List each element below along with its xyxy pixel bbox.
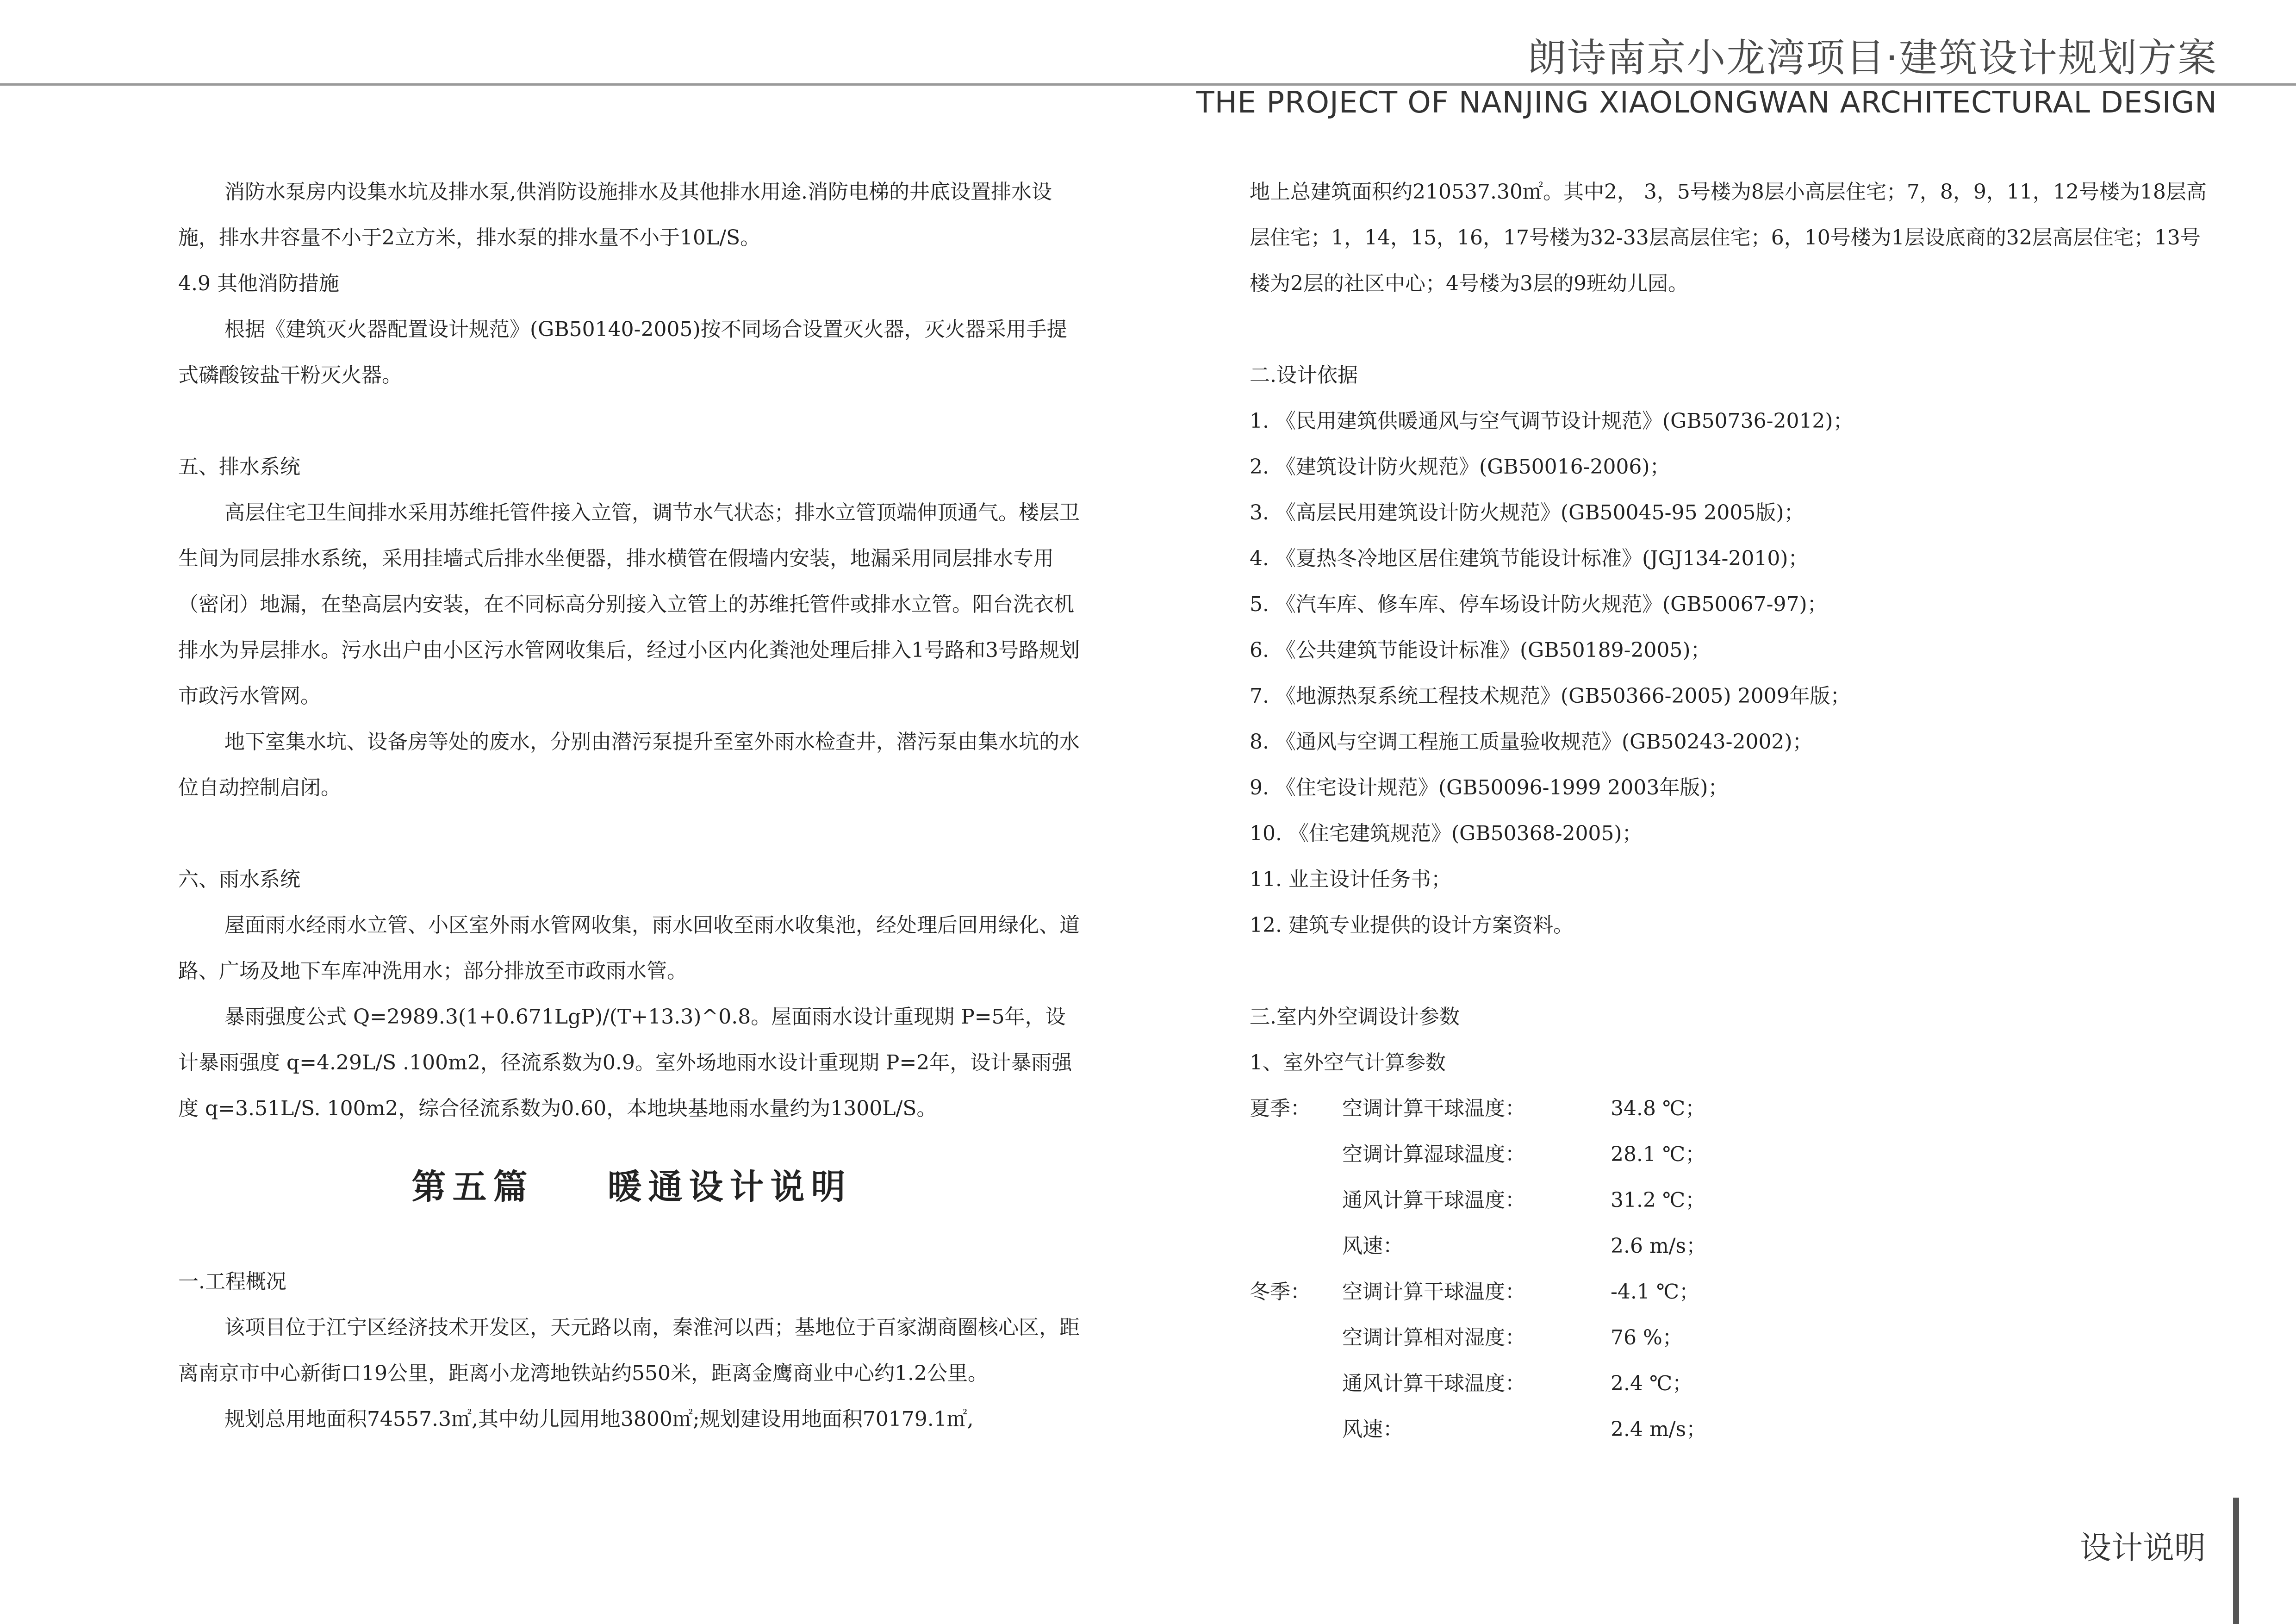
chapter-heading: 第五篇 暖通设计说明 [411,1167,852,1207]
basis-item: 4. 《夏热冬冷地区居住建筑节能设计标准》(JGJ134-2010)； [1250,547,1809,570]
document-title: 朗诗南京小龙湾项目·建筑设计规划方案 [1527,35,2217,81]
basis-item: 9. 《住宅设计规范》(GB50096-1999 2003年版)； [1250,776,1729,800]
climate-row [1250,1131,2212,1177]
param-label: 空调计算相对湿度： [1342,1326,1525,1349]
param-label: 风速： [1342,1234,1403,1258]
param-value: 2.4 m/s； [1611,1418,1707,1441]
right-column [1250,169,2212,1452]
paragraph: 地下室集水坑、设备房等处的废水，分别由潜污泵提升至室外雨水检查井，潜污泵由集水坑的水位自动控制启闭。 [178,730,1080,800]
section-heading: 五、排水系统 [178,455,300,479]
climate-row [1250,1361,2212,1406]
basis-item: 10. 《住宅建筑规范》(GB50368-2005)； [1250,822,1643,845]
paragraph: 暴雨强度公式 Q=2989.3(1+0.671LgP)/(T+13.3)^0.8。屋面雨水设计重现期 P=5年，设计暴雨强度 q=4.29L/S .100m2，径流系数为0.9。室外场地雨水设计重现期 P=2年，设计暴雨强度 q=3.51L/S. 100m2，综合径流系数为0.60，本地块基地雨水量约为1300L/S。 [178,1005,1072,1120]
paragraph: 高层住宅卫生间排水采用苏维托管件接入立管，调节水气状态；排水立管顶端伸顶通气。楼层卫生间为同层排水系统，采用挂墙式后排水坐便器，排水横管在假墙内安装，地漏采用同层排水专用（密闭）地漏，在垫高层内安装，在不同标高分别接入立管上的苏维托管件或排水立管。阳台洗衣机排水为异层排水。污水出户由小区污水管网收集后，经过小区内化粪池处理后排入1号路和3号路规划市政污水管网。 [178,501,1080,708]
climate-row [1250,1223,2212,1269]
param-value: 28.1 ℃； [1611,1143,1706,1166]
param-value: -4.1 ℃； [1611,1280,1700,1304]
section-heading: 4.9 其他消防措施 [178,272,339,295]
basis-item: 3. 《高层民用建筑设计防火规范》(GB50045-95 2005版)； [1250,501,1804,525]
section-heading: 一.工程概况 [178,1270,286,1293]
left-column [178,169,1085,1442]
season-label: 夏季： [1250,1097,1311,1120]
climate-row [1250,1269,2212,1315]
section-heading: 六、雨水系统 [178,868,300,891]
basis-item: 1. 《民用建筑供暖通风与空气调节设计规范》(GB50736-2012)； [1250,409,1854,433]
climate-row [1250,1177,2212,1223]
climate-row [1250,1086,2212,1131]
footer-accent-bar [2233,1498,2239,1624]
document-subtitle: THE PROJECT OF NANJING XIAOLONGWAN ARCHITECTURAL DESIGN [1196,86,2217,120]
paragraph: 规划总用地面积74557.3㎡,其中幼儿园用地3800㎡;规划建设用地面积70179.1㎡, [224,1407,974,1431]
param-label: 空调计算干球温度： [1342,1097,1525,1120]
param-label: 风速： [1342,1418,1403,1441]
paragraph: 该项目位于江宁区经济技术开发区，天元路以南，秦淮河以西；基地位于百家湖商圈核心区，距离南京市中心新街口19公里，距离小龙湾地铁站约550米，距离金鹰商业中心约1.2公里。 [178,1316,1080,1385]
season-label: 冬季： [1250,1280,1311,1304]
basis-item: 12. 建筑专业提供的设计方案资料。 [1250,913,1574,937]
param-label: 空调计算湿球温度： [1342,1143,1525,1166]
basis-item: 7. 《地源热泵系统工程技术规范》(GB50366-2005) 2009年版； [1250,684,1851,708]
subsection-heading: 1、室外空气计算参数 [1250,1051,1446,1074]
basis-item: 6. 《公共建筑节能设计标准》(GB50189-2005)； [1250,638,1711,662]
basis-item: 2. 《建筑设计防火规范》(GB50016-2006)； [1250,455,1670,479]
basis-item: 5. 《汽车库、修车库、停车场设计防火规范》(GB50067-97)； [1250,593,1828,616]
paragraph: 屋面雨水经雨水立管、小区室外雨水管网收集，雨水回收至雨水收集池，经处理后回用绿化、道路、广场及地下车库冲洗用水；部分排放至市政雨水管。 [178,913,1080,983]
param-value: 2.6 m/s； [1611,1234,1707,1258]
basis-item: 8. 《通风与空调工程施工质量验收规范》(GB50243-2002)； [1250,730,1813,754]
section-heading: 二.设计依据 [1250,363,1358,387]
param-label: 通风计算干球温度： [1342,1372,1525,1395]
climate-row [1250,1315,2212,1361]
param-value: 34.8 ℃； [1611,1097,1706,1120]
paragraph: 消防水泵房内设集水坑及排水泵,供消防设施排水及其他排水用途.消防电梯的井底设置排水设施，排水井容量不小于2立方米，排水泵的排水量不小于10L/S。 [178,180,1052,250]
param-value: 76 %； [1611,1326,1683,1349]
paragraph: 根据《建筑灭火器配置设计规范》(GB50140-2005)按不同场合设置灭火器，灭火器采用手提式磷酸铵盐干粉灭火器。 [178,318,1067,387]
param-label: 通风计算干球温度： [1342,1188,1525,1212]
section-heading: 三.室内外空调设计参数 [1250,1005,1460,1029]
paragraph: 地上总建筑面积约210537.30㎡。其中2， 3，5号楼为8层小高层住宅；7，8，9，11，12号楼为18层高层住宅；1，14，15，16，17号楼为32-33层高层住宅；6，10号楼为1层设底商的32层高层住宅；13号楼为2层的社区中心；4号楼为3层的9班幼儿园。 [1250,180,2207,295]
climate-row [1250,1406,2212,1452]
param-value: 31.2 ℃； [1611,1188,1706,1212]
footer-section-label: 设计说明 [2079,1530,2206,1567]
basis-item: 11. 业主设计任务书； [1250,868,1451,891]
param-value: 2.4 ℃； [1611,1372,1693,1395]
param-label: 空调计算干球温度： [1342,1280,1525,1304]
